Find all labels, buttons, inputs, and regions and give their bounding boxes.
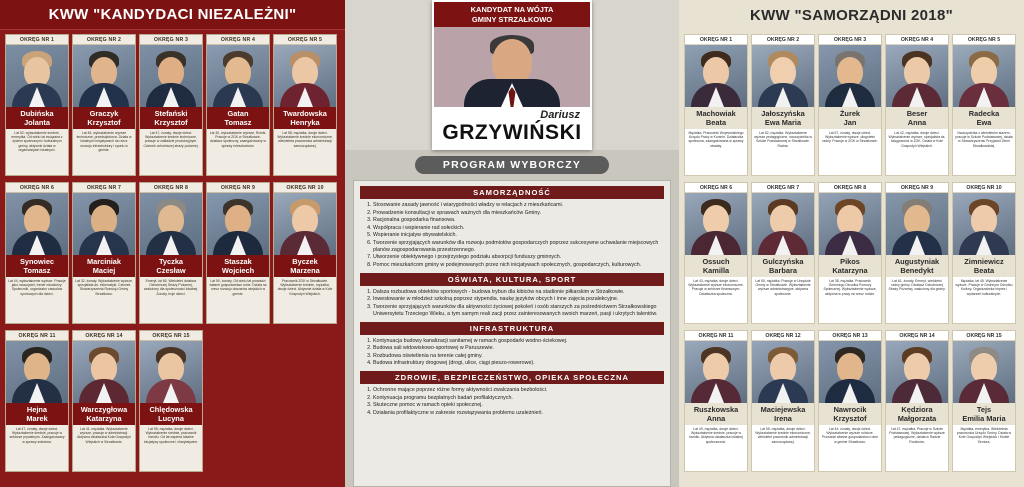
candidate-name — [6, 107, 68, 129]
candidate-portrait — [685, 193, 747, 255]
candidate-given-name: Anna — [907, 118, 927, 127]
candidate-name — [140, 255, 202, 277]
program-item: 2. Budowa sali widowiskowo-sportowej w Paruszewie. — [373, 345, 664, 352]
candidate-name — [685, 107, 747, 129]
district-label: OKRĘG NR 4 — [886, 35, 948, 45]
candidate-bio: Nauczycielka z wieloletnim stażem, pracuje w Szkole Podstawowej, działa w Stowarzyszeniu Przyjaciół Ziemi Strzałkowskiej. — [953, 129, 1015, 175]
candidate-portrait — [6, 341, 68, 403]
candidate-name — [140, 107, 202, 129]
program-item: 1. Dalsza rozbudowa obiektów sportowych - budowa trybun dla kibiców na stadionie piłkarskim w Strzałkowie. — [373, 289, 664, 296]
district-label: OKRĘG NR 3 — [140, 35, 202, 45]
center-program-panel — [345, 0, 679, 487]
program-item: 2. Inwestowanie w młodzież szkolną poprzez stypendia, naukę języków obcych i inne zajęcia pozalekcyjne. — [373, 296, 664, 303]
district-label: OKRĘG NR 4 — [207, 35, 269, 45]
candidate-bio: Pracownik ZGK w Strzałkowie. Wykształcenie średnie, mężatka, dwoje dzieci. Aktywnie działa w Kole Gospodyń Wiejskich. — [274, 277, 336, 323]
candidate-name — [886, 403, 948, 425]
candidate-surname: Zimniewicz — [964, 257, 1004, 266]
candidate-given-name: Irena — [774, 414, 792, 423]
candidate-card — [885, 182, 949, 324]
candidate-bio: Lat 38, mężatka. Pracownik Gminnego Ośrodka Pomocy Społecznej. Wykształcenie wyższe, aktywna w pracy na rzecz rodzin. — [819, 277, 881, 323]
candidate-surname: Gulczyńska — [762, 257, 804, 266]
candidate-portrait — [886, 193, 948, 255]
candidate-card — [139, 182, 203, 324]
candidate-portrait — [752, 193, 814, 255]
candidate-bio: Lat 57, żonaty, dwoje dzieci. Wykształcenie wyższe, długoletni radny. Pracuje w ZGK w Strzałkowie. — [819, 129, 881, 175]
candidate-given-name: Czesław — [156, 266, 186, 275]
candidate-card — [952, 34, 1016, 176]
candidate-name — [6, 255, 68, 277]
district-label: OKRĘG NR 1 — [685, 35, 747, 45]
candidate-card — [751, 34, 815, 176]
candidate-given-name: Wojciech — [221, 266, 255, 275]
candidate-surname: Jałoszyńska — [761, 109, 805, 118]
candidate-surname: Marciniak — [86, 257, 122, 266]
candidate-card — [684, 182, 748, 324]
candidate-portrait — [752, 45, 814, 107]
candidate-portrait — [73, 341, 135, 403]
candidate-card — [885, 34, 949, 176]
program-item: 2. Kontynuacja programu bezpłatnych badań profilaktycznych. — [373, 395, 664, 402]
program-item: 5. Wspieranie inicjatyw obywatelskich. — [373, 232, 664, 239]
candidate-bio: Lat 44, wykształcenie wyższe. Pracuje jako nauczyciel, trener młodzieży. Społecznik, organizator zawodów sportowych dla dzieci. — [6, 277, 68, 323]
candidate-name — [73, 107, 135, 129]
candidate-portrait — [207, 45, 269, 107]
candidate-bio: Lat 44, żonaty, dwoje dzieci. Wykształcenie wyższe rolnicze. Prowadzi własne gospodarstwo rolne w gminie Strzałkowo. — [819, 425, 881, 471]
program-item: 3. Tworzenie sprzyjających warunków dla aktywności życiowej pokoleń i osób starszych za pośrednictwem Strzałkowskiego Uniwersytetu Trzeciego Wieku, a tym samym reali zacji przez zainteresowanych swoich marzeń, pasji i ukrytych talentów. — [373, 304, 664, 318]
candidate-surname: Tejs — [976, 405, 992, 414]
candidate-portrait — [819, 341, 881, 403]
candidate-name — [953, 107, 1015, 129]
candidate-card — [5, 182, 69, 324]
candidate-card — [952, 182, 1016, 324]
candidate-bio: Lat 47, mężatka. Pracuje w Szkole Podstawowej. Wykształcenie wyższe pedagogiczne, działa w Radzie Rodziców. — [886, 425, 948, 471]
candidate-given-name: Beata — [705, 118, 727, 127]
candidate-portrait — [274, 45, 336, 107]
candidate-given-name: Kamilla — [702, 266, 730, 275]
district-label: OKRĘG NR 1 — [6, 35, 68, 45]
candidate-bio: Emeryt, lat 65. Wieloletni działacz Ochotniczej Straży Pożarnej, zasłużony dla społeczności lokalnej. Żonaty, troje dzieci. — [140, 277, 202, 323]
candidate-portrait — [752, 341, 814, 403]
candidate-surname: Twardowska — [283, 109, 327, 118]
candidate-first-name: Dariusz — [540, 109, 580, 121]
district-label: OKRĘG NR 9 — [207, 183, 269, 193]
candidate-card — [273, 182, 337, 324]
candidate-name — [207, 255, 269, 277]
candidate-card — [818, 34, 882, 176]
candidate-given-name: Ewa Maria — [764, 118, 802, 127]
program-item: 4. Budowa infrastruktury drogowej (drogi, ulice, ciągi pieszo-rowerowe). — [373, 360, 664, 367]
candidate-surname: Gatan — [227, 109, 249, 118]
program-item: 1. Stosowanie zasady jawność i wiarygodności władzy w relacjach z mieszkańcami. — [373, 202, 664, 209]
candidate-card — [818, 330, 882, 472]
district-label: OKRĘG NR 15 — [140, 331, 202, 341]
candidate-bio: Lat 32, żonaty. Wykształcenie wyższe, specjalista ds. informatyki. Członek Stowarzyszenia Rozwoju Gminy Strzałkowo. — [73, 277, 135, 323]
right-committee-title: KWW "SAMORZĄDNI 2018" — [679, 0, 1024, 30]
candidate-name — [207, 107, 269, 129]
program-item: 4. Działania profilaktyczne w zakresie rozwiązywania problemu uzależnień. — [373, 410, 664, 417]
district-label: OKRĘG NR 7 — [73, 183, 135, 193]
candidate-bio: Mężatka. Pracownik Wojewódzkiego Urzędu Pracy w Koninie. Działaczka społeczna, zaangażowana w sprawy oświaty. — [685, 129, 747, 175]
candidate-given-name: Małgorzata — [897, 414, 937, 423]
candidate-card — [206, 182, 270, 324]
district-label: OKRĘG NR 6 — [685, 183, 747, 193]
candidate-surname: Stefański — [154, 109, 188, 118]
candidate-portrait — [953, 193, 1015, 255]
district-label: OKRĘG NR 14 — [886, 331, 948, 341]
district-label: OKRĘG NR 2 — [73, 35, 135, 45]
candidate-surname: Tyczka — [158, 257, 184, 266]
program-item: 1. Kontynuacja budowy kanalizacji sanitarnej w ramach gospodarki wodno-ściekowej. — [373, 338, 664, 345]
candidate-bio: Lat 40, wykształcenie wyższe, Rolnik. Pracuje w ZGK w Strzałkowie, działacz społeczny, zaangażowany w sprawy mieszkańców. — [207, 129, 269, 175]
program-item: 3. Skuteczne pomoc w ramach opieki społecznej. — [373, 402, 664, 409]
candidate-name — [6, 403, 68, 425]
district-label: OKRĘG NR 11 — [685, 331, 747, 341]
candidate-portrait — [819, 193, 881, 255]
candidate-surname: Warczygłowa — [80, 405, 128, 414]
candidate-portrait — [6, 45, 68, 107]
candidate-bio: Lat 55, mężatka, dwoje dzieci. Wykształcenie średnie, pracownik handlu. Od lat wspiera lokalne inicjatywy społeczne i charytatywne. — [140, 425, 202, 471]
candidate-given-name: Anna — [706, 414, 726, 423]
candidate-given-name: Tomasz — [224, 118, 252, 127]
candidate-bio: Lat 55, mężatka, dwoje dzieci. Wykształcenie średnie ekonomiczne, wieloletni pracownik administracji samorządowej. — [752, 425, 814, 471]
candidate-name — [886, 107, 948, 129]
candidate-portrait — [685, 341, 747, 403]
district-label: OKRĘG NR 13 — [819, 331, 881, 341]
candidate-card — [139, 330, 203, 472]
program-sections — [353, 180, 671, 487]
candidate-bio: Lat 41, mężatka. Wykształcenie wyższe, pracuje w administracji. Aktywna działaczka Koła Gospodyń Wiejskich w Strzałkowie. — [73, 425, 135, 471]
candidate-last-name: GRZYWIŃSKI — [442, 121, 582, 144]
candidate-surname: Hejna — [26, 405, 48, 414]
program-section-heading: OŚWIATA, KULTURA, SPORT — [360, 273, 664, 286]
candidate-given-name: Ewa — [976, 118, 992, 127]
program-section-heading: SAMORZĄDNOŚĆ — [360, 186, 664, 199]
candidate-given-name: Marek — [26, 414, 48, 423]
program-section-list — [373, 202, 664, 269]
candidate-card — [432, 0, 592, 150]
candidate-name — [685, 403, 747, 425]
left-committee-panel — [0, 0, 345, 487]
candidate-name — [73, 255, 135, 277]
candidate-card — [885, 330, 949, 472]
candidate-name — [819, 107, 881, 129]
candidate-bio: Lat 61, żonaty. Emeryt, wieloletni radny gminy. Działacz Ochotniczej Straży Pożarnej, zasłużony dla gminy. — [886, 277, 948, 323]
candidate-banner-line2: GMINY STRZAŁKOWO — [471, 14, 553, 24]
candidate-name — [886, 255, 948, 277]
candidate-given-name: Marzena — [290, 266, 320, 275]
candidate-portrait — [140, 45, 202, 107]
program-item: 4. Współpraca i wspieranie rad sołeckich. — [373, 225, 664, 232]
candidate-given-name: Katarzyna — [832, 266, 868, 275]
program-item: 2. Prowadzenie konsultacji w sprawach ważnych dla mieszkańców Gminy. — [373, 210, 664, 217]
right-committee-panel — [679, 0, 1024, 487]
candidate-surname: Synowiec — [19, 257, 55, 266]
candidate-bio: Lat 50, żonaty. Od wielu lat prowadzi własne gospodarstwo rolne. Działa na rzecz rozwoju obszarów wiejskich w gminie. — [207, 277, 269, 323]
candidate-card — [684, 330, 748, 472]
candidate-bio: Lat 49, mężatka, dwoje dzieci. Wykształcenie średnie, pracuje w handlu. Aktywna działaczka lokalnej społeczności. — [685, 425, 747, 471]
candidate-surname: Nawrocik — [833, 405, 867, 414]
candidate-bio: Lat 43, mężatka, dwoje dzieci. Wykształcenie wyższe ekonomiczne. Pracuje w sektorze finansowym. Działaczka społeczna. — [685, 277, 747, 323]
candidate-surname: Chlędowska — [149, 405, 193, 414]
candidate-given-name: Henryka — [290, 118, 320, 127]
candidate-card — [72, 330, 136, 472]
candidate-card — [952, 330, 1016, 472]
candidate-portrait — [6, 193, 68, 255]
candidate-portrait — [140, 193, 202, 255]
district-label: OKRĘG NR 6 — [6, 183, 68, 193]
program-item: 6. Tworzenie sprzyjających warunków dla rozwoju podmiotów gospodarczych poprzez sukcesywne uchwalanie miejscowych planów zagospodarowania przestrzennego. — [373, 240, 664, 254]
candidate-bio: Lat 52, wykształcenie średnie, emerytka. Od wielu lat związana z życiem społecznym i kulturalnym gminy, aktywnie działa w organizacjach lokalnych. — [6, 129, 68, 175]
district-label: OKRĘG NR 8 — [140, 183, 202, 193]
candidate-name — [819, 255, 881, 277]
candidate-name — [953, 403, 1015, 425]
candidate-banner — [434, 2, 590, 27]
candidate-card — [139, 34, 203, 176]
left-candidate-grid — [0, 30, 345, 475]
program-title: PROGRAM WYBORCZY — [415, 156, 609, 174]
candidate-surname: Maciejewska — [760, 405, 806, 414]
candidate-portrait — [274, 193, 336, 255]
candidate-card — [684, 34, 748, 176]
candidate-surname: Radecka — [968, 109, 1000, 118]
district-label: OKRĘG NR 8 — [819, 183, 881, 193]
candidate-surname: Ruszkowska — [693, 405, 739, 414]
candidate-name — [752, 255, 814, 277]
candidate-given-name: Jolanta — [24, 118, 50, 127]
candidate-card — [5, 330, 69, 472]
district-label: OKRĘG NR 10 — [953, 183, 1015, 193]
candidate-bio: Mężatka, emerytka. Wieloletnia pracownica Urzędu Gminy. Działa w Kole Gospodyń Wiejskich i Klubie Seniora. — [953, 425, 1015, 471]
candidate-portrait — [207, 193, 269, 255]
candidate-portrait — [953, 341, 1015, 403]
candidate-given-name: Emilia Maria — [962, 414, 1006, 423]
candidate-given-name: Krzysztof — [87, 118, 121, 127]
program-section-heading: INFRASTRUKTURA — [360, 322, 664, 335]
candidate-given-name: Krzysztof — [833, 414, 867, 423]
candidate-surname: Byczek — [292, 257, 318, 266]
candidate-name — [953, 255, 1015, 277]
candidate-given-name: Benedykt — [900, 266, 934, 275]
candidate-given-name: Jan — [843, 118, 857, 127]
left-committee-title: KWW "KANDYDACI NIEZALEŻNI" — [0, 0, 345, 30]
program-section-heading: ZDROWIE, BEZPIECZEŃSTWO, OPIEKA SPOŁECZNA — [360, 371, 664, 384]
candidate-given-name: Katarzyna — [86, 414, 122, 423]
candidate-portrait — [73, 193, 135, 255]
district-label: OKRĘG NR 15 — [953, 331, 1015, 341]
candidate-bio: Lat 42, mężatka, dwoje dzieci. Wykształcenie wyższe, specjalista ds. księgowości w ZGK. Działa w Kole Gospodyń Wiejskich. — [886, 129, 948, 175]
program-section-list — [373, 387, 664, 417]
candidate-photo — [434, 27, 590, 107]
candidate-bio: Lat 47, żonaty, dwoje dzieci. Wykształcenie średnie techniczne, pracuje w zakładzie produkcyjnym. Członek ochotniczej straży pożarnej. — [140, 129, 202, 175]
candidate-bio: Mężatka, lat 45. Wykształcenie wyższe. Pracuje w Gminnym Ośrodku Kultury. Organizatorka imprez i wydarzeń kulturalnych. — [953, 277, 1015, 323]
district-label: OKRĘG NR 9 — [886, 183, 948, 193]
candidate-surname: Graczyk — [89, 109, 119, 118]
candidate-surname: Ossuch — [702, 257, 730, 266]
candidate-name — [819, 403, 881, 425]
candidate-portrait — [886, 45, 948, 107]
candidate-portrait — [73, 45, 135, 107]
candidate-surname: Pikos — [840, 257, 860, 266]
candidate-bio: Lat 52, mężatka. Wykształcenie wyższe pedagogiczne, nauczycielka w Szkole Podstawowej w Strzałkowie. Radna. — [752, 129, 814, 175]
candidate-portrait — [886, 341, 948, 403]
candidate-card — [273, 34, 337, 176]
candidate-bio: Lat 47, żonaty, dwoje dzieci. Wykształcenie średnie, pracuje w sektorze prywatnym. Zaangażowany w sprawy sołectwa. — [6, 425, 68, 471]
candidate-portrait — [685, 45, 747, 107]
program-item: 8. Pomoc mieszkańcom gminy w podejmowanych przez nich inicjatywach społecznych, gospodarczych, kulturowych. — [373, 262, 664, 269]
district-label: OKRĘG NR 11 — [6, 331, 68, 341]
candidate-surname: Machowiak — [696, 109, 736, 118]
candidate-surname: Staszak — [224, 257, 252, 266]
district-label: OKRĘG NR 10 — [274, 183, 336, 193]
candidate-given-name: Lucyna — [158, 414, 184, 423]
program-item: 1. Ochronne mające poprzez różne formy aktywności zwalczania bezbolości. — [373, 387, 664, 394]
program-item: 3. Rozbudowa oświetlenia na terenie całej gminy. — [373, 353, 664, 360]
candidate-portrait — [953, 45, 1015, 107]
candidate-surname: Augustyniak — [894, 257, 940, 266]
candidate-name — [685, 255, 747, 277]
district-label: OKRĘG NR 12 — [752, 331, 814, 341]
candidate-surname: Żurek — [839, 109, 861, 118]
candidate-bio: Lat 50, mężatka. Pracuje w Urzędzie Gminy w Strzałkowie. Wykształcenie wyższe administracyjne, aktywna społecznie. — [752, 277, 814, 323]
candidate-card — [818, 182, 882, 324]
candidate-given-name: Krzysztof — [154, 118, 188, 127]
candidate-card — [5, 34, 69, 176]
candidate-given-name: Beata — [973, 266, 995, 275]
candidate-name — [274, 107, 336, 129]
district-label: OKRĘG NR 14 — [73, 331, 135, 341]
candidate-name — [73, 403, 135, 425]
district-label: OKRĘG NR 2 — [752, 35, 814, 45]
district-label: OKRĘG NR 3 — [819, 35, 881, 45]
program-item: 3. Racjonalna gospodarka finansowa. — [373, 217, 664, 224]
candidate-card — [751, 182, 815, 324]
district-label: OKRĘG NR 7 — [752, 183, 814, 193]
candidate-given-name: Tomasz — [23, 266, 51, 275]
candidate-surname: Beser — [906, 109, 928, 118]
candidate-card — [206, 34, 270, 176]
candidate-card — [751, 330, 815, 472]
candidate-bio: Lat 58, mężatka, dwoje dzieci. Wykształcenie średnie ekonomiczne, wieloletnia pracownica administracji samorządowej. — [274, 129, 336, 175]
candidate-name — [274, 255, 336, 277]
candidate-card — [72, 182, 136, 324]
district-label: OKRĘG NR 5 — [274, 35, 336, 45]
district-label: OKRĘG NR 5 — [953, 35, 1015, 45]
program-section-list — [373, 289, 664, 318]
program-section-list — [373, 338, 664, 368]
candidate-surname: Dubińska — [20, 109, 54, 118]
right-candidate-grid — [679, 30, 1024, 475]
candidate-name — [752, 403, 814, 425]
candidate-surname: Kędziora — [901, 405, 933, 414]
candidate-card — [72, 34, 136, 176]
candidate-hero — [345, 0, 679, 150]
candidate-banner-line1: KANDYDAT NA WÓJTA — [470, 5, 554, 14]
candidate-portrait — [819, 45, 881, 107]
candidate-given-name: Barbara — [769, 266, 797, 275]
candidate-name — [140, 403, 202, 425]
candidate-bio: Lat 45, wykształcenie wyższe techniczne, przedsiębiorca. Działa w lokalnych inicjatywach na rzecz rozwoju infrastruktury i sportu w gminie. — [73, 129, 135, 175]
candidate-name — [752, 107, 814, 129]
candidate-portrait — [140, 341, 202, 403]
candidate-given-name: Maciej — [92, 266, 116, 275]
program-item: 7. Utworzenie obiektywnego i przejrzystego podziału absorpcji funduszy gminnych. — [373, 254, 664, 261]
